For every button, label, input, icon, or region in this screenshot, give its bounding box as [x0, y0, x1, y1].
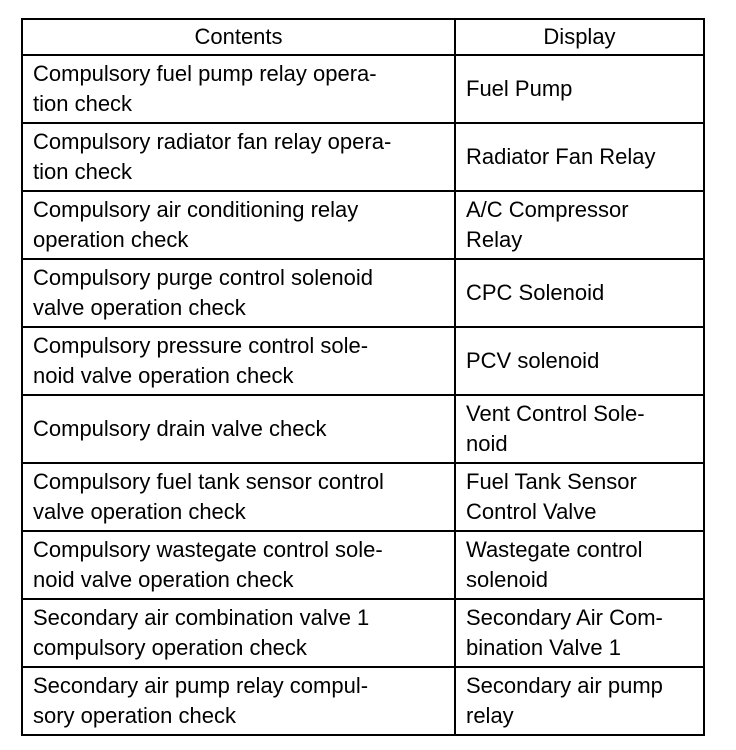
table-row	[22, 191, 704, 259]
column-header-contents: Contents	[22, 19, 455, 55]
display-cell	[455, 327, 704, 395]
contents-cell	[22, 531, 455, 599]
table-row	[22, 123, 704, 191]
contents-text: Compulsory radiator fan relay opera- tion check	[33, 129, 392, 184]
table-row	[22, 327, 704, 395]
contents-cell	[22, 463, 455, 531]
display-text: Fuel Tank Sensor Control Valve	[466, 469, 637, 524]
contents-cell	[22, 123, 455, 191]
display-cell	[455, 599, 704, 667]
table-row	[22, 395, 704, 463]
contents-cell	[22, 191, 455, 259]
table-row	[22, 259, 704, 327]
display-text: CPC Solenoid	[466, 280, 605, 305]
display-cell	[455, 191, 704, 259]
contents-text: Compulsory fuel pump relay opera- tion check	[33, 61, 377, 116]
contents-text: Secondary air combination valve 1 compulsory operation check	[33, 605, 370, 660]
contents-cell	[22, 667, 455, 735]
display-cell	[455, 667, 704, 735]
table-row	[22, 531, 704, 599]
display-text: A/C Compressor Relay	[466, 197, 629, 252]
contents-cell	[22, 327, 455, 395]
contents-text: Compulsory pressure control sole- noid valve operation check	[33, 333, 369, 388]
contents-cell	[22, 395, 455, 463]
contents-cell	[22, 599, 455, 667]
table-row	[22, 599, 704, 667]
contents-text: Compulsory fuel tank sensor control valve operation check	[33, 469, 384, 524]
display-cell	[455, 259, 704, 327]
contents-text: Compulsory wastegate control sole- noid valve operation check	[33, 537, 383, 592]
table-row	[22, 667, 704, 735]
display-cell	[455, 123, 704, 191]
display-cell	[455, 55, 704, 123]
display-text: Secondary Air Com- bination Valve 1	[466, 605, 663, 660]
compulsory-operation-table	[21, 18, 705, 736]
table-header-row	[22, 19, 704, 55]
display-text: Secondary air pump relay	[466, 673, 663, 728]
contents-text: Compulsory drain valve check	[33, 416, 327, 441]
contents-text: Compulsory air conditioning relay operation check	[33, 197, 359, 252]
display-text: Wastegate control solenoid	[466, 537, 643, 592]
table-row	[22, 55, 704, 123]
contents-text: Compulsory purge control solenoid valve operation check	[33, 265, 373, 320]
display-text: Radiator Fan Relay	[466, 144, 656, 169]
display-text: PCV solenoid	[466, 348, 600, 373]
contents-text: Secondary air pump relay compul- sory operation check	[33, 673, 369, 728]
table-row	[22, 463, 704, 531]
display-text: Fuel Pump	[466, 76, 573, 101]
display-cell	[455, 531, 704, 599]
contents-cell	[22, 259, 455, 327]
display-cell	[455, 463, 704, 531]
column-header-display: Display	[455, 19, 704, 55]
display-text: Vent Control Sole- noid	[466, 401, 645, 456]
contents-cell	[22, 55, 455, 123]
display-cell	[455, 395, 704, 463]
